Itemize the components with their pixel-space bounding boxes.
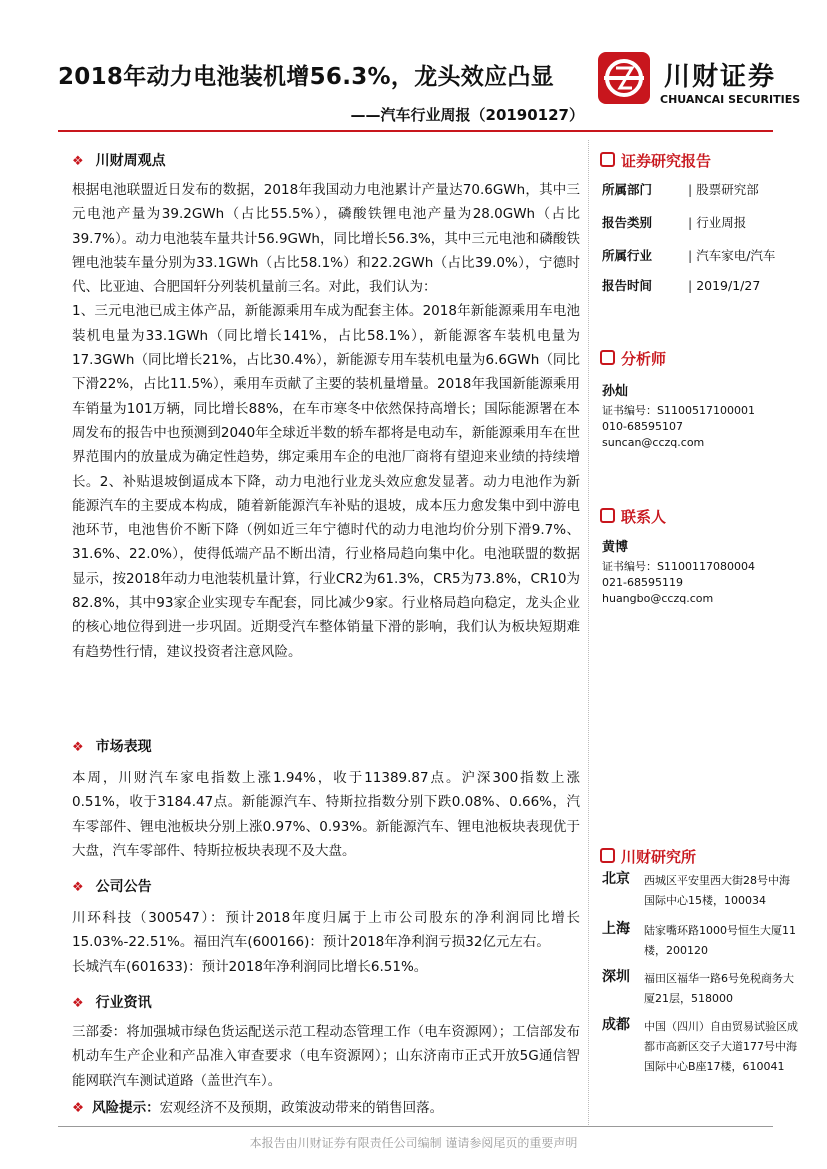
market-body bbox=[72, 766, 580, 863]
company-body bbox=[72, 906, 580, 979]
contact-name: 黄博 bbox=[602, 540, 629, 555]
section-heading-market: ❖ 市场表现 bbox=[72, 739, 152, 755]
brand-name-en: CHUANCAI SECURITIES bbox=[660, 93, 801, 106]
risk-text: 宏观经济不及预期，政策波动带来的销售回落。 bbox=[159, 1100, 444, 1116]
info-row-report-type: 报告类别| 行业周报 bbox=[602, 213, 746, 231]
paragraph: 1、三元电池已成主体产品，新能源乘用车成为配套主体。2018年新能源乘用车电池装机电量为33.1GWh（同比增长141%，占比58.1%），新能源客车装机电量为17.3GWh（同比增长21%，占比30.4%），新能源专用车装机电量为6.6GWh（同比下滑22%，占比11.5%），乘用车贡献了主要的装机量增量。2018年我国新能源乘用车销量为101万辆，同比增长88%，在车市寒冬中依然保持高增长；国际能源署在本周发布的报告中也预测到2040年全球近半数的轿车都将是电动车，新能源乘用车在世界范围内的放量成为确定性趋势，绑定乘用车企的电池厂商将有望迎来业绩的持续增长。2、补贴退坡倒逼成本下降，动力电池行业龙头效应愈发显著。动力电池作为新能源汽车的主要成本构成，随着新能源汽车补贴的退坡，成本压力愈发集中到中游电池环节，电池售价不断下降（例如近三年宁德时代的动力电池均价分别下滑9.7%、31.6%、22.0%），使得低端产品不断出清，行业格局趋向集中化。电池联盟的数据显示，按2018年动力电池装机量计算，行业CR2为61.3%，CR5为73.8%，CR10为82.8%，其中93家企业实现专车配套，同比减少9家。行业格局趋向稳定，龙头企业的核心地位得到进一步巩固。近期受汽车整体销量下滑的影响，我们认为板块短期难有趋势性行情，建议投资者注意风险。 bbox=[72, 303, 580, 660]
weekly-view-body bbox=[72, 178, 580, 664]
footer-disclaimer: 本报告由川财证券有限责任公司编制 谨请参阅尾页的重要声明 bbox=[249, 1136, 578, 1150]
diamond-bullet-icon: ❖ bbox=[72, 740, 84, 755]
office-address: 中国（四川）自由贸易试验区成都市高新区交子大道177号中海国际中心B座17楼，610041 bbox=[644, 1020, 798, 1073]
contact-phone: 021-68595119 bbox=[602, 576, 683, 589]
analyst-name: 孙灿 bbox=[602, 384, 629, 399]
report-title: 2018年动力电池装机增56.3%，龙头效应凸显 bbox=[58, 64, 555, 90]
sidebar-heading-report: 证券研究报告 bbox=[600, 150, 711, 171]
paragraph: 根据电池联盟近日发布的数据，2018年我国动力电池累计产量达70.6GWh，其中三元电池产量为39.2GWh（占比55.5%），磷酸铁锂电池产量为28.0GWh（占比39.7%）。动力电池装车量共计56.9GWh，同比增长56.3%，其中三元电池和磷酸铁锂电池装车量分别为33.1GWh（占比58.1%）和22.2GWh（占比39.0%），宁德时代、比亚迪、合肥国轩分列装机量前三名。对此，我们认为： bbox=[72, 182, 580, 296]
footer-divider bbox=[58, 1126, 773, 1127]
info-row-report-date: 报告时间| 2019/1/27 bbox=[602, 276, 760, 294]
diamond-bullet-icon: ❖ bbox=[72, 154, 84, 169]
paragraph: 三部委：将加强城市绿色货运配送示范工程动态管理工作（电车资源网）；工信部发布机动车生产企业和产品准入审查要求（电车资源网）；山东济南市正式开放5G通信智能网联汽车测试道路（盖世汽车）。 bbox=[72, 1024, 580, 1089]
paragraph: 长城汽车(601633)：预计2018年净利润同比增长6.51%。 bbox=[72, 958, 428, 975]
analyst-icon bbox=[600, 350, 615, 365]
office-city: 上海 bbox=[602, 921, 630, 937]
risk-label: 风险提示： bbox=[92, 1100, 160, 1116]
contact-card bbox=[602, 540, 755, 607]
sidebar-heading-analyst: 分析师 bbox=[600, 348, 666, 369]
institute-icon bbox=[600, 848, 615, 863]
analyst-phone: 010-68595107 bbox=[602, 420, 683, 433]
risk-warning bbox=[72, 1096, 443, 1116]
info-row-industry: 所属行业| 汽车家电/汽车 bbox=[602, 246, 775, 264]
section-heading-weekly-view: ❖ 川财周观点 bbox=[72, 153, 166, 169]
brand-name-cn: 川财证券 bbox=[664, 62, 777, 92]
header-divider bbox=[58, 130, 773, 132]
diamond-bullet-icon: ❖ bbox=[72, 880, 84, 895]
report-icon bbox=[600, 152, 615, 167]
info-row-department: 所属部门| 股票研究部 bbox=[602, 180, 759, 198]
sidebar-heading-institute: 川财研究所 bbox=[600, 846, 696, 867]
diamond-bullet-icon: ❖ bbox=[72, 1100, 85, 1116]
analyst-cert: 证书编号：S1100517100001 bbox=[602, 404, 755, 417]
industry-body bbox=[72, 1020, 580, 1093]
office-address: 福田区福华一路6号免税商务大厦21层，518000 bbox=[644, 972, 794, 1005]
contact-email[interactable]: huangbo@cczq.com bbox=[602, 592, 714, 605]
analyst-email[interactable]: suncan@cczq.com bbox=[602, 436, 705, 449]
sidebar-heading-contact: 联系人 bbox=[600, 506, 666, 527]
office-address: 陆家嘴环路1000号恒生大厦11楼，200120 bbox=[644, 924, 796, 957]
diamond-bullet-icon: ❖ bbox=[72, 996, 84, 1011]
paragraph: 本周，川财汽车家电指数上涨1.94%，收于11389.87点。沪深300指数上涨0.51%，收于3184.47点。新能源汽车、特斯拉指数分别下跌0.08%、0.66%，汽车零部件、锂电池板块分别上涨0.97%、0.93%。新能源汽车、锂电池板块表现优于大盘，汽车零部件、特斯拉板块表现不及大盘。 bbox=[72, 770, 580, 859]
section-heading-company: ❖ 公司公告 bbox=[72, 879, 152, 895]
report-subtitle: ——汽车行业周报（20190127） bbox=[350, 106, 584, 124]
analyst-card bbox=[602, 384, 755, 451]
column-divider bbox=[588, 140, 589, 1125]
office-address: 西城区平安里西大街28号中海国际中心15楼，100034 bbox=[644, 874, 790, 907]
contact-cert: 证书编号：S1100117080004 bbox=[602, 560, 755, 573]
chuancai-logo-icon bbox=[598, 52, 650, 104]
office-city: 成都 bbox=[602, 1017, 630, 1033]
section-heading-industry: ❖ 行业资讯 bbox=[72, 995, 152, 1011]
contact-icon bbox=[600, 508, 615, 523]
office-city: 深圳 bbox=[602, 969, 630, 985]
paragraph: 川环科技（300547）：预计2018年度归属于上市公司股东的净利润同比增长15.03%-22.51%。福田汽车(600166)：预计2018年净利润亏损32亿元左右。 bbox=[72, 910, 580, 951]
office-city: 北京 bbox=[602, 871, 630, 887]
